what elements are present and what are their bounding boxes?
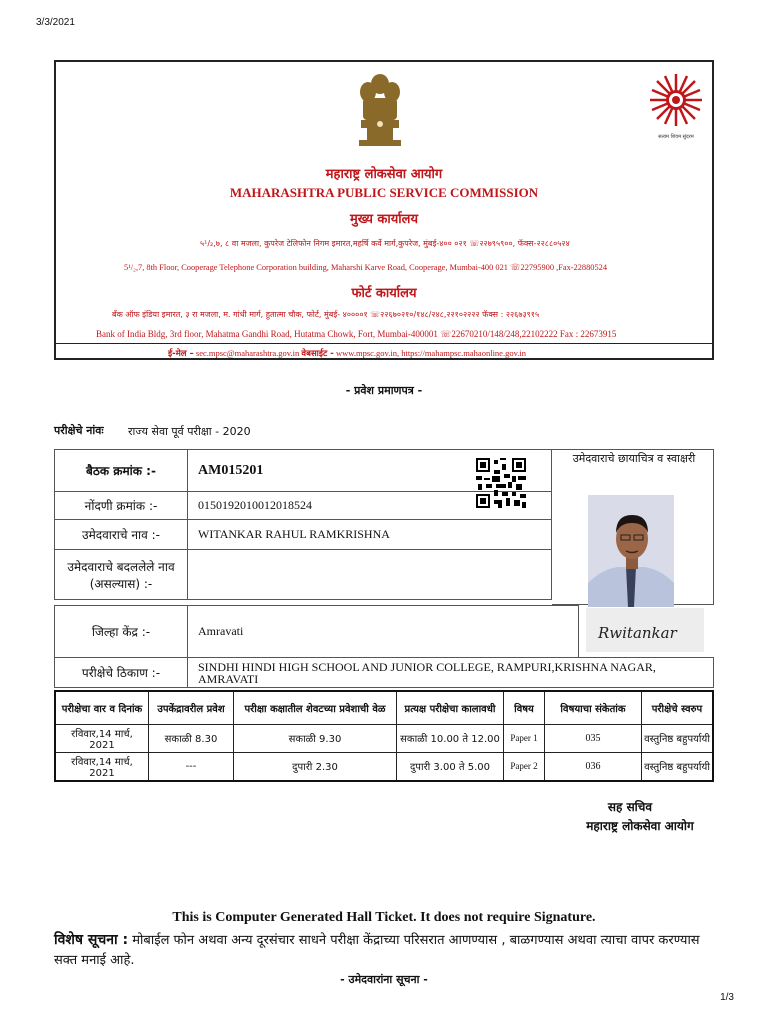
fort-office-title: फोर्ट कार्यालय: [351, 286, 417, 301]
district-value: Amravati: [188, 606, 579, 658]
col-subject: विषय: [504, 691, 545, 724]
candidate-photo: [588, 495, 674, 607]
changed-name-label-line1: उमेदवाराचे बदललेले नाव: [67, 559, 175, 574]
head-address-mr: ५¹/₂,७, ८ वा मजला, कुपरेज टेलिफोन निगम इमारत,महर्षि कर्वे मार्ग,कुपरेज, मुंबई-४०० ०२१ ☏२२७९५९००, फॅक्स-२२८८०५२४: [200, 239, 570, 248]
name-value: WITANKAR RAHUL RAMKRISHNA: [188, 520, 552, 550]
email-address[interactable]: sec.mpsc@maharashtra.gov.in: [195, 348, 300, 358]
district-label: जिल्हा केंद्र :-: [55, 606, 188, 658]
document-title: - प्रवेश प्रमाणपत्र -: [345, 384, 423, 397]
row1-format: वस्तुनिष्ठ बहुपर्यायी: [642, 724, 714, 752]
venue-label: परीक्षेचे ठिकाण :-: [55, 658, 188, 688]
venue-value: SINDHI HINDI HIGH SCHOOL AND JUNIOR COLLEGE, RAMPURI,KRISHNA NAGAR, AMRAVATI: [188, 658, 714, 688]
row2-duration: दुपारी 3.00 ते 5.00: [397, 752, 504, 781]
col-format: परीक्षेचे स्वरुप: [642, 691, 714, 724]
page-number: 1/3: [720, 992, 734, 1003]
head-office-title: मुख्य कार्यालय: [349, 212, 419, 227]
email-label: ई-मेल –: [168, 349, 194, 359]
row2-code: 036: [545, 752, 642, 781]
fort-address-mr: बँक ऑफ इंडिया इमारत, ३ रा मजला, म. गांधी मार्ग, हुतात्मा चौक, फोर्ट, मुंबई- ४००००१ ☏२२६७०२१०/१४८/२४८,२२१०२२२२ फॅक्स : २२६७३९१५: [112, 310, 540, 319]
exam-schedule-table: [54, 690, 714, 782]
reg-label: नोंदणी क्रमांक :-: [55, 492, 188, 520]
row1-entry: सकाळी 8.30: [149, 724, 234, 752]
table-row: [55, 752, 713, 781]
exam-label: परीक्षेचे नांवः: [54, 424, 104, 437]
org-name-en: MAHARASHTRA PUBLIC SERVICE COMMISSION: [229, 185, 539, 200]
seat-value: AM015201: [188, 450, 552, 492]
changed-name-row: [55, 550, 552, 600]
row1-code: 035: [545, 724, 642, 752]
col-date: परीक्षेचा वार व दिनांक: [55, 691, 149, 724]
photo-label: उमेदवाराचे छायाचित्र व स्वाक्षरी: [572, 452, 696, 465]
mpsc-seal-icon: [645, 70, 707, 142]
qr-code-icon: [476, 458, 526, 508]
signature-text: Rwitankar: [598, 624, 677, 642]
website-links[interactable]: www.mpsc.gov.in, https://mahampsc.mahaonline.gov.in: [335, 348, 527, 358]
venue-row: [55, 658, 714, 688]
print-date: 3/3/2021: [36, 17, 75, 28]
row2-format: वस्तुनिष्ठ बहुपर्यायी: [642, 752, 714, 781]
national-emblem-icon: [355, 70, 405, 152]
signatory-org: महाराष्ट्र लोकसेवा आयोग: [586, 819, 694, 833]
row1-duration: सकाळी 10.00 ते 12.00: [397, 724, 504, 752]
schedule-header-row: [55, 691, 713, 724]
special-notice: [54, 930, 714, 971]
row1-subject: Paper 1: [504, 724, 545, 752]
website-label: वेबसाईट -: [301, 349, 334, 359]
notice-label: विशेष सूचना :: [54, 932, 129, 948]
col-duration: प्रत्यक्ष परीक्षेचा कालावधी: [397, 691, 504, 724]
name-row: [55, 520, 552, 550]
row1-last-entry: सकाळी 9.30: [234, 724, 397, 752]
table-row: [55, 724, 713, 752]
signatory-title: सह सचिव: [607, 800, 653, 814]
seat-label: बैठक क्रमांक :-: [55, 450, 188, 492]
candidate-signature: [586, 608, 704, 652]
col-entry: उपकेंद्रावरील प्रवेश: [149, 691, 234, 724]
head-address-en: 5¹/₂,7, 8th Floor, Cooperage Telephone Corporation building, Maharshi Karve Road, Cooperage, Mumbai-400 021 ☏22795900 ,Fax-22880524: [124, 263, 608, 272]
exam-name: राज्य सेवा पूर्व परीक्षा - 2020: [128, 425, 251, 438]
row2-subject: Paper 2: [504, 752, 545, 781]
name-label: उमेदवाराचे नाव :-: [55, 520, 188, 550]
col-subject-code: विषयाचा संकेतांक: [545, 691, 642, 724]
seal-text: सत्यम शिवम सुंदरम: [658, 134, 694, 140]
row2-entry: ---: [149, 752, 234, 781]
reg-value: 0150192010012018524: [188, 492, 552, 520]
notice-text: मोबाईल फोन अथवा अन्य दूरसंचार साधने परीक्षा केंद्राच्या परिसरात आणण्यास , बाळगण्यास अथवा त्याचा वापर करण्यास सक्त मनाई आहे.: [54, 933, 700, 968]
changed-name-value: [188, 550, 552, 600]
fort-address-en: Bank of India Bldg, 3rd floor, Mahatma Gandhi Road, Hutatma Chowk, Fort, Mumbai-400001 ☏22670210/148/248,22102222 Fax : 22673915: [96, 329, 617, 339]
computer-generated-note: This is Computer Generated Hall Ticket. It does not require Signature.: [172, 910, 596, 925]
header-divider: [54, 343, 714, 344]
changed-name-label: [55, 550, 188, 600]
contact-line: [168, 348, 708, 359]
row2-date: रविवार,14 मार्च, 2021: [55, 752, 149, 781]
row2-last-entry: दुपारी 2.30: [234, 752, 397, 781]
changed-name-label-line2: (असल्यास) :-: [89, 576, 153, 591]
instructions-title: - उमेदवारांना सूचना -: [340, 973, 428, 986]
row1-date: रविवार,14 मार्च, 2021: [55, 724, 149, 752]
col-last-entry: परीक्षा कक्षातील शेवटच्या प्रवेशाची वेळ: [234, 691, 397, 724]
org-name-mr: महाराष्ट्र लोकसेवा आयोग: [325, 167, 443, 182]
